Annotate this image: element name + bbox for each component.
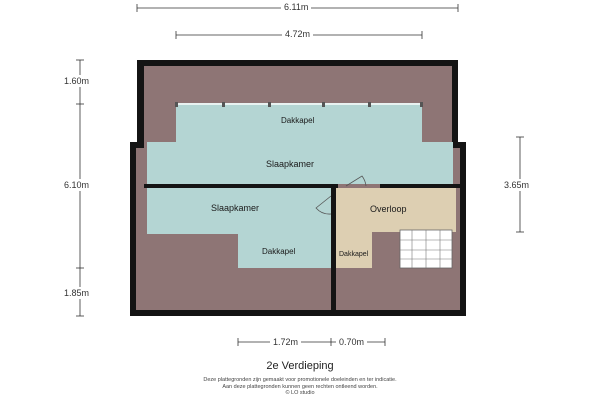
room-label-slaapkamer-main: Slaapkamer xyxy=(266,159,315,169)
dim-left-mid: 6.10m xyxy=(64,180,90,190)
dim-bottom-a: 1.72m xyxy=(270,337,301,347)
disclaimer xyxy=(0,377,600,397)
room-label-dakkapel-top: Dakkapel xyxy=(281,116,315,125)
room-label-dakkapel-small: Dakkapel xyxy=(262,247,296,256)
floor-title: 2e Verdieping xyxy=(266,360,334,372)
room-label-dakkapel-right: Dakkapel xyxy=(339,251,369,258)
dim-right-mid: 3.65m xyxy=(504,180,530,190)
disclaimer-line-1: Deze plattegronden zijn gemaakt voor promotionele doeleinden en ter indicatie. xyxy=(203,377,397,383)
dim-top-inner: 4.72m xyxy=(282,29,313,39)
room-label-slaapkamer-left: Slaapkamer xyxy=(211,203,260,213)
dim-left-top: 1.60m xyxy=(64,76,90,86)
disclaimer-line-3: © LO studio xyxy=(285,390,315,396)
dim-bottom-b: 0.70m xyxy=(336,337,367,347)
room-label-overloop: Overloop xyxy=(370,204,407,214)
dim-top-total: 6.11m xyxy=(281,2,311,12)
dim-left-bottom: 1.85m xyxy=(64,288,90,298)
disclaimer-line-2: Aan deze plattegronden kunnen geen rechten ontleend worden. xyxy=(222,383,378,390)
